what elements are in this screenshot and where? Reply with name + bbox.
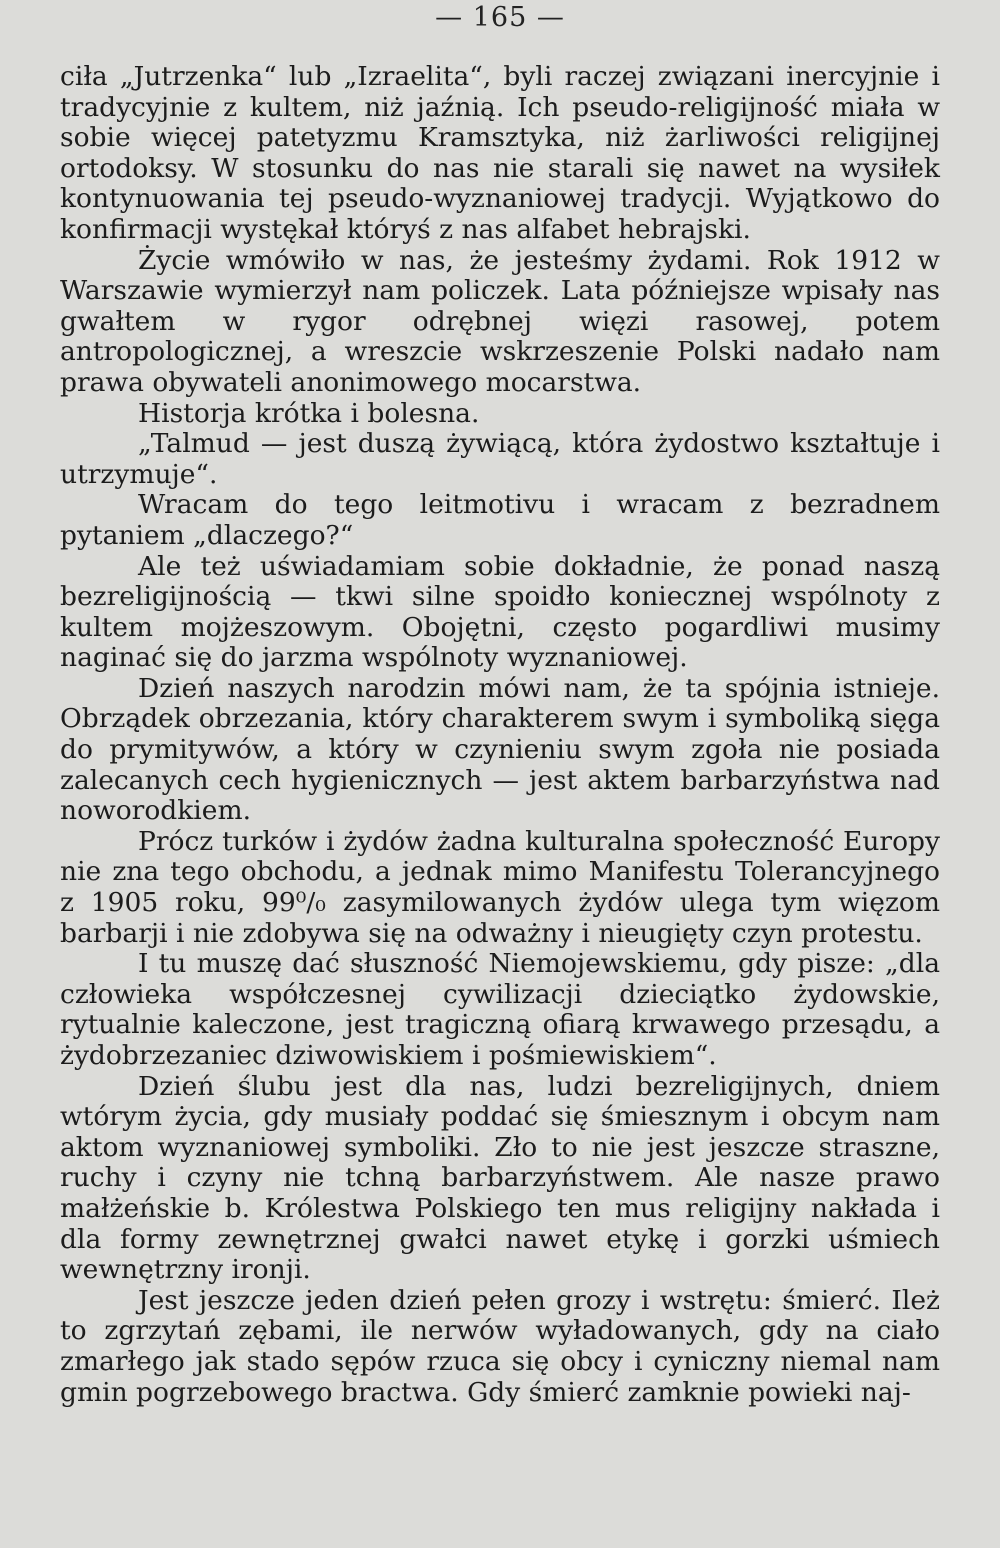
paragraph-1: ciła „Jutrzenka“ lub „Izraelita“, byli raczej związani inercyjnie i tradycyjnie z kultem, niż jaźnią. Ich pseudo-religijność miała w sobie więcej patetyzmu Kramsztyka, niż żarliwości religijnej ortodoksy. W stosunku do nas nie starali się nawet na wysiłek kontynuowania tej pseudo-wyznaniowej tradycji. Wyjątkowo do konfirmacji wystękał któryś z nas alfabet hebrajski.: [60, 61, 940, 245]
paragraph-5: Wracam do tego leitmotivu i wracam z bezradnem pytaniem „dlaczego?“: [60, 489, 940, 551]
paragraph-8: Prócz turków i żydów żadna kulturalna społeczność Europy nie zna tego obchodu, a jednak mimo Manifestu Tolerancyjnego z 1905 roku, 99⁰/₀ zasymilowanych żydów ulega tym więzom barbarji i nie zdobywa się na odważny i nieugięty czyn protestu.: [60, 825, 940, 949]
paragraph-7: Dzień naszych narodzin mówi nam, że ta spójnia istnieje. Obrządek obrzezania, który charakterem swym i symboliką sięga do prymitywów, a który w czynieniu swym zgoła nie posiada zalecanych cech hygienicznych — jest aktem barbarzyństwa nad noworodkiem.: [60, 672, 940, 827]
body-text: [60, 62, 940, 1408]
paragraph-11: Jest jeszcze jeden dzień pełen grozy i wstrętu: śmierć. Ileż to zgrzytań zębami, ile nerwów wyładowanych, gdy na ciało zmarłego jak stado sępów rzuca się obcy i cyniczny niemal nam gmin pogrzebowego bractwa. Gdy śmierć zamknie powieki naj-: [60, 1284, 940, 1408]
paragraph-4: „Talmud — jest duszą żywiącą, która żydostwo kształtuje i utrzymuje“.: [60, 428, 940, 490]
paragraph-10: Dzień ślubu jest dla nas, ludzi bezreligijnych, dniem wtórym życia, gdy musiały poddać się śmiesznym i obcym nam aktom wyznaniowej symboliki. Zło to nie jest jeszcze straszne, ruchy i czyny nie tchną barbarzyństwem. Ale nasze prawo małżeńskie b. Królestwa Polskiego ten mus religijny nakłada i dla formy zewnętrznej gwałci nawet etykę i gorzki uśmiech wewnętrzny ironji.: [60, 1070, 940, 1286]
paragraph-3: Historja krótka i bolesna.: [138, 397, 480, 429]
paragraph-2: Życie wmówiło w nas, że jesteśmy żydami. Rok 1912 w Warszawie wymierzył nam policzek. Lata późniejsze wpisały nas gwałtem w rygor odrębnej więzi rasowej, potem antropologicznej, a wreszcie wskrzeszenie Polski nadało nam prawa obywateli anonimowego mocarstwa.: [60, 244, 940, 398]
page-number: — 165 —: [435, 2, 565, 33]
paragraph-6: Ale też uświadamiam sobie dokładnie, że ponad naszą bezreligijnością — tkwi silne spoidło koniecznej wspólnoty z kultem mojżeszowym. Obojętni, często pogardliwi musimy naginać się do jarzma wspólnoty wyznaniowej.: [60, 550, 940, 674]
paragraph-9: I tu muszę dać słuszność Niemojewskiemu, gdy pisze: „dla człowieka współczesnej cywilizacji dzieciątko żydowskie, rytualnie kaleczone, jest tragiczną ofiarą krwawego przesądu, a żydobrzezaniec dziwowiskiem i pośmiewiskiem“.: [60, 948, 940, 1071]
